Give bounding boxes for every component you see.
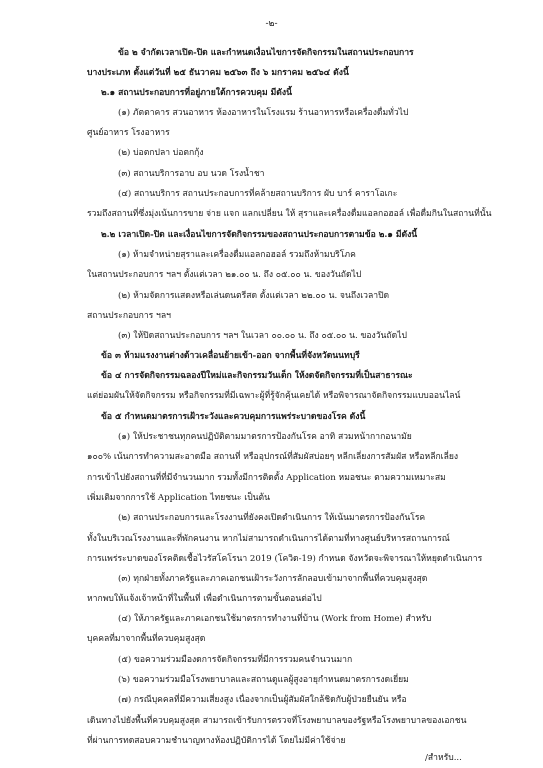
text-line: (๖) ขอความร่วมมือโรงพยาบาลและสถานดูแลผู้สูงอายุกำหนดมาตรการงดเยี่ยม: [118, 675, 409, 685]
text-line: หากพบให้แจ้งเจ้าหน้าที่ในพื้นที่ เพื่อดำเนินการตามขั้นตอนต่อไป: [87, 594, 322, 604]
text-line: /สำหรับ...: [425, 753, 462, 763]
text-line: (๕) ขอความร่วมมืองดการจัดกิจกรรมที่มีการรวมคนจำนวนมาก: [118, 655, 353, 665]
text-line: บางประเภท ตั้งแต่วันที่ ๒๕ ธันวาคม ๒๕๖๓ ถึง ๖ มกราคม ๒๕๖๔ ดังนี้: [87, 68, 349, 78]
text-line: แต่ย่อมผันให้จัดกิจกรรม หรือกิจกรรมที่มีเฉพาะผู้ที่รู้จักคุ้นเคยได้ หรือพิจารณาจัดกิจกรรมแบบออนไลน์: [87, 391, 461, 401]
text-line: (๔) ให้ภาครัฐและภาคเอกชนใช้มาตรการทำงานที่บ้าน (Work from Home) สำหรับ: [118, 614, 432, 624]
text-line: (๑) ให้ประชาชนทุกคนปฏิบัติตามมาตรการป้องกันโรค อาทิ สวมหน้ากากอนามัย: [118, 432, 412, 442]
text-line: ข้อ ๒ จำกัดเวลาเปิด-ปิด และกำหนดเงื่อนไขการจัดกิจกรรมในสถานประกอบการ: [118, 48, 414, 58]
text-line: ๑๐๐% เน้นการทำความสะอาดมือ สถานที่ หรืออุปกรณ์ที่สัมผัสบ่อยๆ หลีกเลี่ยงการสัมผัส หรือหลีกเลี่ยง: [87, 452, 459, 462]
text-line: (๓) สถานบริการอาบ อบ นวด โรงน้ำชา: [118, 169, 265, 179]
text-line: (๑) ภัตตาคาร สวนอาหาร ห้องอาหารในโรงแรม ร้านอาหารหรือเครื่องดื่มทั่วไป: [118, 108, 409, 118]
text-line: เดินทางไปยังพื้นที่ควบคุมสูงสุด สามารถเข้ารับการตรวจที่โรงพยาบาลของรัฐหรือโรงพยาบาลของเอกชน: [87, 716, 467, 726]
text-line: (๒) สถานประกอบการและโรงงานที่ยังคงเปิดดำเนินการ ให้เน้นมาตรการป้องกันโรค: [118, 513, 426, 523]
text-line: (๗) กรณีบุคคลที่มีความเสี่ยงสูง เนื่องจากเป็นผู้สัมผัสใกล้ชิดกับผู้ป่วยยืนยัน หรือ: [118, 695, 407, 705]
text-line: รวมถึงสถานที่ซึ่งมุ่งเน้นการขาย จ่าย แจก แลกเปลี่ยน ให้ สุราและเครื่องดื่มแอลกอฮอล์ เพื่อดื่มกินในสถานที่นั้น: [87, 209, 492, 219]
text-line: (๒) ห้ามจัดการแสดงหรือเล่นดนตรีสด ตั้งแต่เวลา ๒๒.๐๐ น. จนถึงเวลาปิด: [118, 291, 390, 301]
text-line: ที่ผ่านการทดสอบความชำนาญทางห้องปฏิบัติการได้ โดยไม่มีค่าใช้จ่าย: [87, 736, 346, 746]
text-line: (๓) ให้ปิดสถานประกอบการ ฯลฯ ในเวลา ๐๐.๐๐ น. ถึง ๐๕.๐๐ น. ของวันถัดไป: [118, 331, 407, 341]
text-line: ในสถานประกอบการ ฯลฯ ตั้งแต่เวลา ๒๑.๐๐ น. ถึง ๐๕.๐๐ น. ของวันถัดไป: [87, 270, 362, 280]
text-line: ทั้งในบริเวณโรงงานและที่พักคนงาน หากไม่สามารถดำเนินการได้ตามที่ทางศูนย์บริหารสถานการณ์: [87, 534, 450, 544]
text-line: (๑) ห้ามจำหน่ายสุราและเครื่องดื่มแอลกอฮอล์ รวมถึงห้ามบริโภค: [118, 250, 356, 260]
text-line: ข้อ ๓ ห้ามแรงงานต่างด้าวเคลื่อนย้ายเข้า-ออก จากพื้นที่จังหวัดนนทบุรี: [101, 351, 360, 361]
text-line: ข้อ ๔ การจัดกิจกรรมฉลองปีใหม่และกิจกรรมวันเด็ก ให้งดจัดกิจกรรมที่เป็นสาธารณะ: [101, 371, 413, 381]
text-line: สถานประกอบการ ฯลฯ: [87, 311, 171, 321]
text-line: (๓) ทุกฝ่ายทั้งภาครัฐและภาคเอกชนเฝ้าระวังการลักลอบเข้ามาจากพื้นที่ควบคุมสูงสุด: [118, 574, 428, 584]
text-line: ๒.๒ เวลาเปิด-ปิด และเงื่อนไขการจัดกิจกรรมของสถานประกอบการตามข้อ ๒.๑ มีดังนี้: [101, 230, 418, 240]
text-line: (๔) สถานบริการ สถานประกอบการที่คล้ายสถานบริการ ผับ บาร์ คาราโอเกะ: [118, 189, 398, 199]
text-line: ๒.๑ สถานประกอบการที่อยู่ภายใต้การควบคุม มีดังนี้: [101, 88, 292, 98]
text-line: ข้อ ๕ กำหนดมาตรการเฝ้าระวังและควบคุมการแพร่ระบาดของโรค ดังนี้: [101, 412, 366, 422]
text-line: การแพร่ระบาดของโรคติดเชื้อไวรัสโคโรนา 2019 (โควิด-19) กำหนด จังหวัดจะพิจารณาให้หยุดดำเนินการ: [87, 554, 483, 564]
text-line: (๒) บ่อตกปลา บ่อตกกุ้ง: [118, 148, 204, 158]
text-line: ศูนย์อาหาร โรงอาหาร: [87, 128, 170, 138]
page-number: -๒-: [265, 19, 278, 29]
text-line: บุคคลที่มาจากพื้นที่ควบคุมสูงสุด: [87, 634, 206, 644]
text-line: การเข้าไปยังสถานที่ที่มีจำนวนมาก รวมทั้งมีการติดตั้ง Application หมอชนะ ตามความเหมาะสม: [87, 473, 446, 483]
text-line: เพิ่มเติมจากการใช้ Application ไทยชนะ เป็นต้น: [87, 493, 271, 503]
